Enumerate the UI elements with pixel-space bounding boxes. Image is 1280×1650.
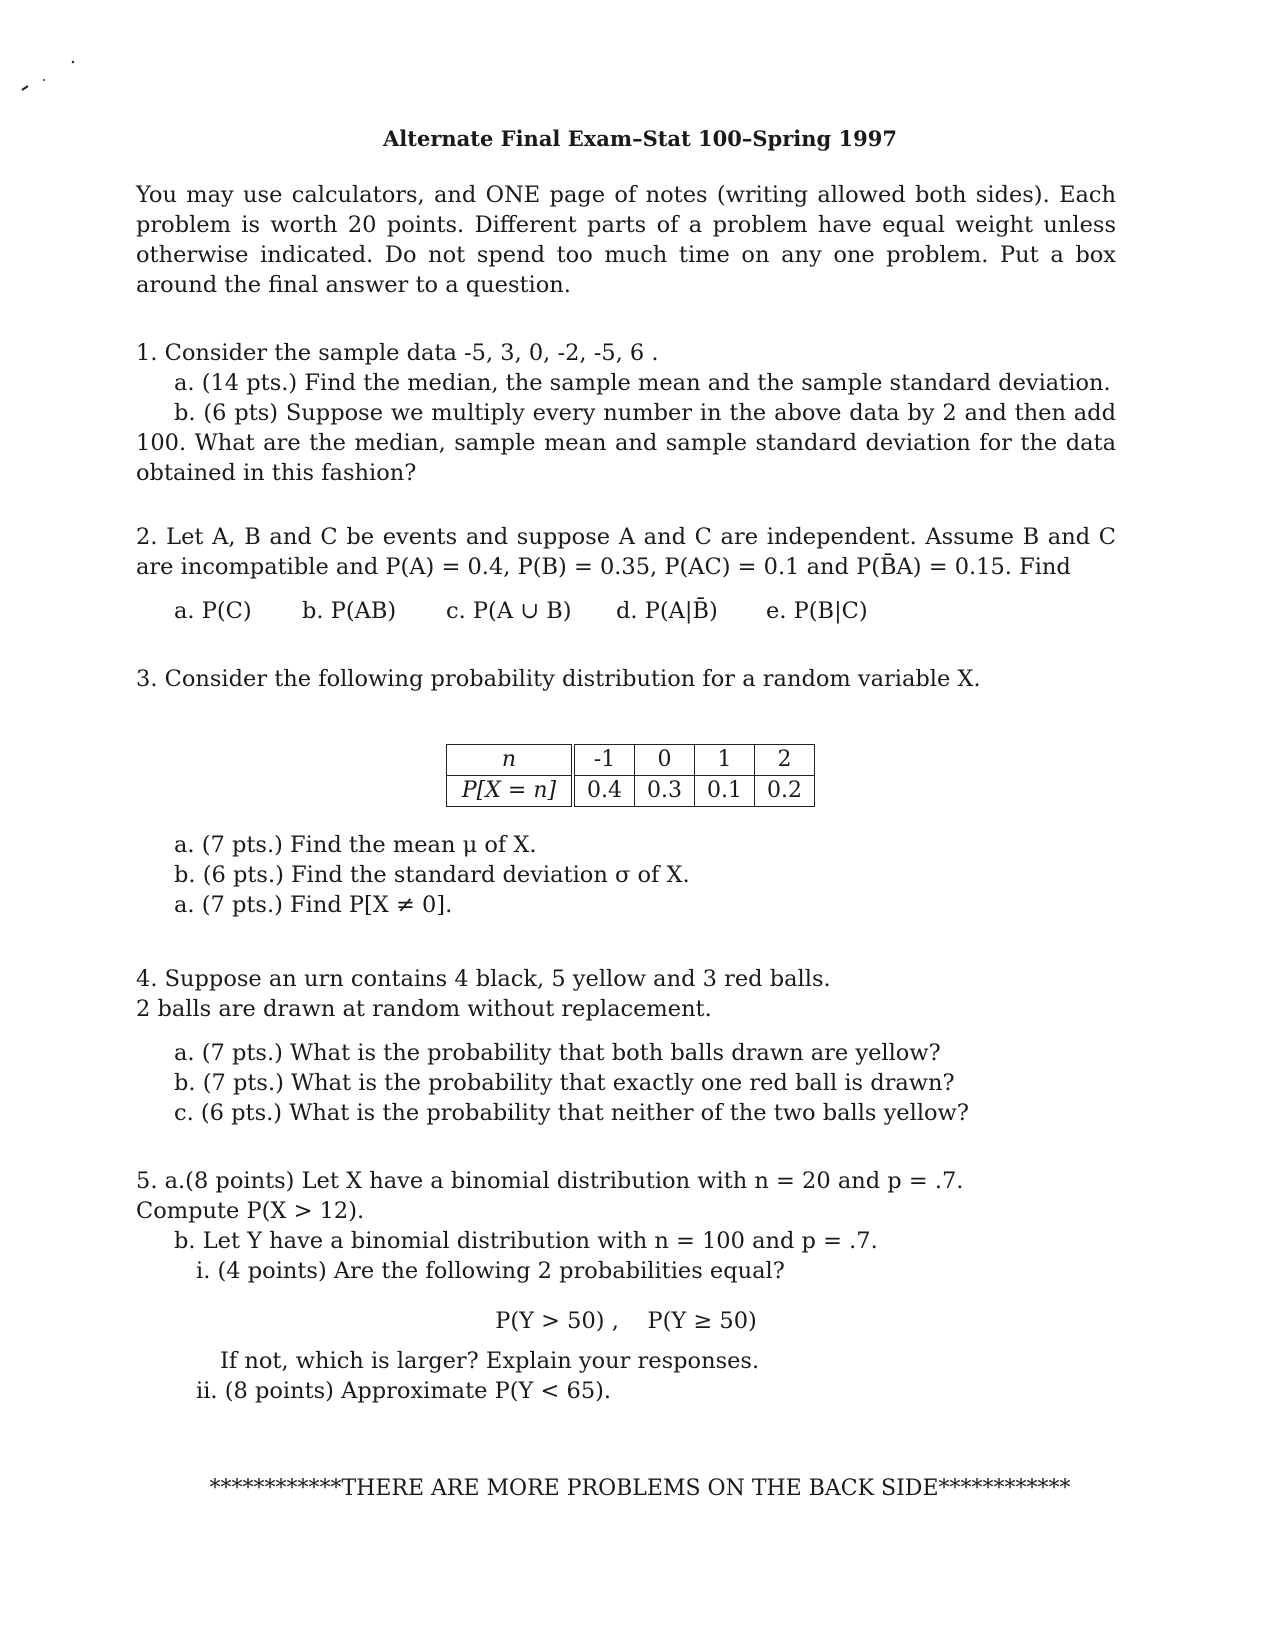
problem-1-stem: 1. Consider the sample data -5, 3, 0, -2, -5, 6 .: [136, 340, 659, 366]
problem-4-part-c: c. (6 pts.) What is the probability that neither of the two balls yellow?: [174, 1100, 969, 1126]
stray-pen-marks: [18, 58, 78, 98]
problem-3-part-a: a. (7 pts.) Find the mean μ of X.: [174, 832, 537, 858]
problem-2-text: A, B and C be events and suppose A and C are independent. Assume B and C are incompatible and P(A) = 0.4, P(B) = 0.35, P(AC) = 0.1 and P(B̄A) = 0.15. Find: [136, 524, 1116, 580]
table-cell: 1: [695, 745, 755, 776]
problem-2-part-b: b. P(AB): [302, 598, 397, 624]
exam-title: Alternate Final Exam–Stat 100–Spring 1997: [383, 126, 897, 151]
problem-2-parts: [136, 596, 1116, 626]
table-cell: 2: [755, 745, 815, 776]
problem-5-part-b-ii: ii. (8 points) Approximate P(Y < 65).: [196, 1378, 612, 1404]
problem-2: [136, 522, 1116, 626]
table-row-label: P[X = n]: [447, 776, 574, 807]
problem-2-stem: [136, 522, 1116, 582]
problem-2-part-e: e. P(B|C): [766, 598, 868, 624]
problem-3-stem: 3. Consider the following probability distribution for a random variable X.: [136, 666, 981, 692]
problem-2-part-d: d. P(A|B̄): [616, 598, 718, 624]
problem-4: [136, 964, 1116, 1128]
problem-4-stem-2: 2 balls are drawn at random without replacement.: [136, 996, 712, 1022]
problem-3-part-c: a. (7 pts.) Find P[X ≠ 0].: [174, 892, 453, 918]
problem-4-stem-1: 4. Suppose an urn contains 4 black, 5 yellow and 3 red balls.: [136, 966, 831, 992]
problem-5-if-not: If not, which is larger? Explain your responses.: [220, 1348, 760, 1374]
table-cell: 0: [635, 745, 695, 776]
problem-2-number: 2. Let: [136, 524, 204, 550]
problem-5-part-a: 5. a.(8 points) Let X have a binomial distribution with n = 20 and p = .7.: [136, 1168, 964, 1194]
problem-2-part-c: c. P(A ∪ B): [446, 598, 572, 624]
problem-1-part-a: a. (14 pts.) Find the median, the sample mean and the sample standard deviation.: [174, 370, 1111, 396]
table-cell: 0.2: [755, 776, 815, 807]
table-cell: 0.1: [695, 776, 755, 807]
problem-3-part-b: b. (6 pts.) Find the standard deviation σ of X.: [174, 862, 690, 888]
problem-5-part-b-i: i. (4 points) Are the following 2 probabilities equal?: [196, 1258, 785, 1284]
footer-note: ************THERE ARE MORE PROBLEMS ON THE BACK SIDE************: [209, 1476, 1071, 1501]
problem-2-part-a: a. P(C): [174, 598, 252, 624]
problem-3-parts: [136, 830, 1116, 920]
problem-3: [136, 664, 1116, 694]
problem-4-part-b: b. (7 pts.) What is the probability that exactly one red ball is drawn?: [174, 1070, 955, 1096]
problem-5-part-a-compute: Compute P(X > 12).: [136, 1198, 365, 1224]
problem-1-part-b: b. (6 pts) Suppose we multiply every number in the above data by 2 and then add 100. What are the median, sample mean and sample standard deviation for the data obtained in this fashion?: [136, 400, 1116, 486]
problem-1: [136, 338, 1116, 488]
table-cell: 0.4: [573, 776, 635, 807]
problem-5: [136, 1166, 1116, 1406]
table-header-label: n: [447, 745, 574, 776]
table-row: [447, 776, 815, 807]
distribution-table: [446, 744, 815, 807]
instructions: You may use calculators, and ONE page of notes (writing allowed both sides). Each problem is worth 20 points. Different parts of a problem have equal weight unless otherwise indicated. Do not spend too much time on any one problem. Put a box around the final answer to a question.: [136, 182, 1116, 298]
problem-5-part-b: b. Let Y have a binomial distribution with n = 100 and p = .7.: [174, 1228, 878, 1254]
table-row: [447, 745, 815, 776]
table-cell: -1: [573, 745, 635, 776]
problem-5-equation: P(Y > 50) , P(Y ≥ 50): [495, 1308, 757, 1334]
table-cell: 0.3: [635, 776, 695, 807]
problem-4-part-a: a. (7 pts.) What is the probability that both balls drawn are yellow?: [174, 1040, 941, 1066]
